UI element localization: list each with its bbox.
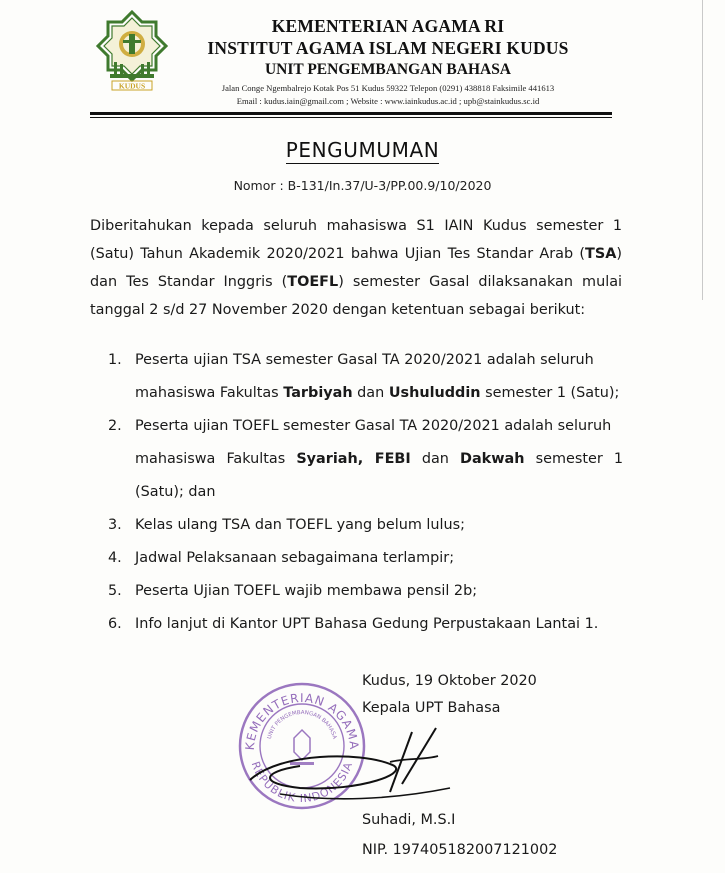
letterhead-contact: Email : kudus.iain@gmail.com ; Website : www.iainkudus.ac.id ; upb@stainkudus.sc.id (236, 96, 540, 106)
handwritten-signature (240, 722, 460, 812)
signatory-nip: NIP. 197405182007121002 (362, 842, 558, 858)
list-item: 4. Jadwal Pelaksanaan sebagaimana terlampir; (108, 550, 455, 566)
tsa-bold: TSA (585, 246, 617, 262)
signature-place-date: Kudus, 19 Oktober 2020 (362, 673, 537, 689)
announcement-title: PENGUMUMAN (285, 138, 440, 162)
list-item: 2. Peserta ujian TOEFL semester Gasal TA 2020/2021 adalah seluruh mahasiswa Fakultas Syariah, FEBI dan Dakwah semester 1 (Satu); dan (108, 418, 624, 500)
letterhead-institute: INSTITUT AGAMA ISLAM NEGERI KUDUS (207, 38, 569, 58)
iain-kudus-logo (96, 10, 168, 92)
svg-text:UNIT PENGEMBANGAN BAHASA: UNIT PENGEMBANGAN BAHASA (266, 709, 338, 740)
list-item: 3. Kelas ulang TSA dan TOEFL yang belum lulus; (108, 517, 466, 533)
list-item: 5. Peserta Ujian TOEFL wajib membawa pensil 2b; (108, 583, 478, 599)
signatory-name: Suhadi, M.S.I (362, 812, 456, 828)
letterhead-address: Jalan Conge Ngembalrejo Kotak Pos 51 Kudus 59322 Telepon (0291) 438818 Faksimile 441613 (221, 83, 555, 93)
svg-text:KEMENTERIAN AGAMA: KEMENTERIAN AGAMA (242, 690, 362, 751)
intro-paragraph: Diberitahukan kepada seluruh mahasiswa S1 IAIN Kudus semester 1 (Satu) Tahun Akademik 2020/2021 bahwa Ujian Tes Standar Arab (TSA) dan Tes Standar Inggris (TOEFL) semester Gasal dilaksanakan mulai tanggal 2 s/d 27 November 2020 dengan ketentuan sebagai berikut: (90, 218, 623, 318)
letterhead-unit: UNIT PENGEMBANGAN BAHASA (264, 61, 512, 78)
letterhead-ministry: KEMENTERIAN AGAMA RI (271, 16, 505, 36)
svg-text:KUDUS: KUDUS (118, 81, 146, 91)
svg-text:REPUBLIK INDONESIA: REPUBLIK INDONESIA (248, 759, 356, 806)
document-number: Nomor : B-131/In.37/U-3/PP.00.9/10/2020 (233, 178, 492, 193)
letterhead-rule-thin (90, 117, 612, 118)
list-item: 1. Peserta ujian TSA semester Gasal TA 2020/2021 adalah seluruh mahasiswa Fakultas Tarbiyah dan Ushuluddin semester 1 (Satu); (108, 352, 620, 401)
provisions-list (108, 344, 623, 641)
signature-role: Kepala UPT Bahasa (362, 700, 501, 716)
letterhead-rule-thick (90, 112, 612, 115)
toefl-bold: TOEFL (287, 274, 339, 290)
list-item: 6. Info lanjut di Kantor UPT Bahasa Gedung Perpustakaan Lantai 1. (108, 616, 599, 632)
